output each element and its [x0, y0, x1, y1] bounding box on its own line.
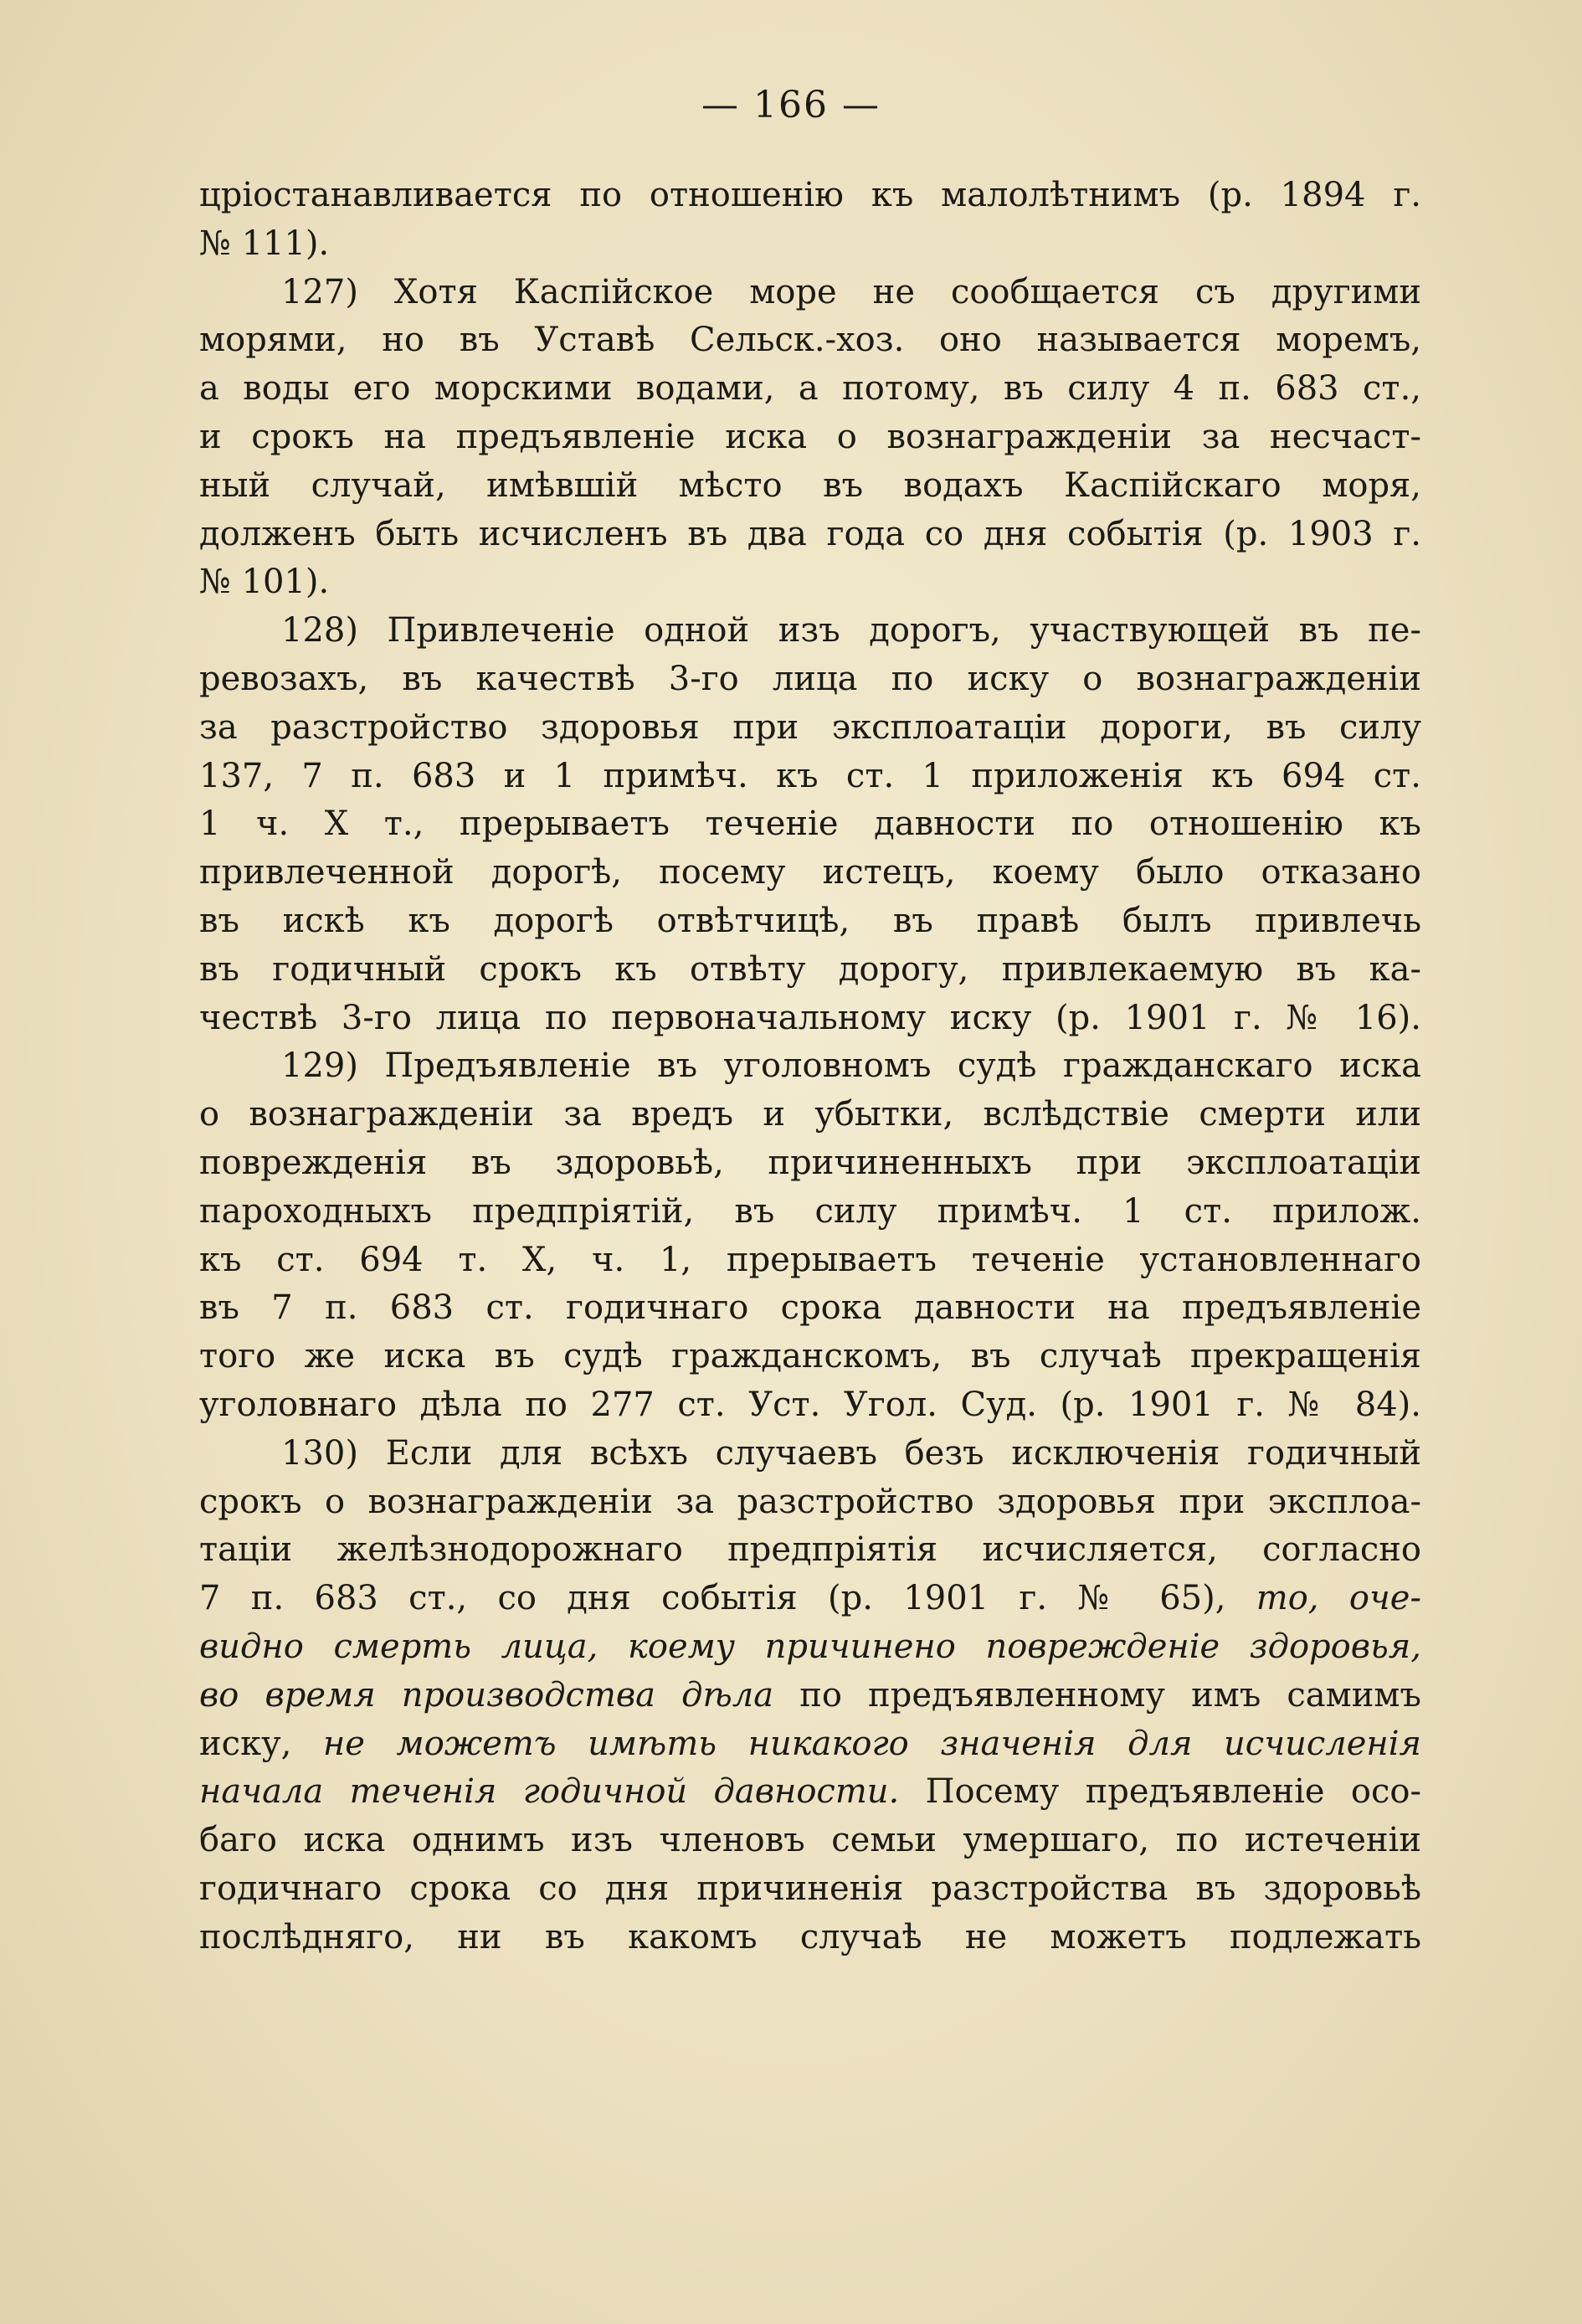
- text-run: и срокъ на предъявленіе иска о вознагражденіи за несчаст-: [199, 417, 1421, 456]
- text-run: въ искѣ къ дорогѣ отвѣтчицѣ, въ правѣ былъ привлечь: [199, 901, 1421, 940]
- text-run: о вознагражденіи за вредъ и убытки, вслѣдствіе смерти или: [199, 1095, 1421, 1134]
- text-run: 127) Хотя Каспійское море не сообщается съ другими: [281, 272, 1421, 311]
- text-run: въ годичный срокъ къ отвѣту дорогу, привлекаемую въ ка-: [199, 949, 1421, 989]
- page-number: — 166 —: [701, 84, 881, 126]
- text-line: [199, 995, 1421, 1043]
- italic-text-run: видно смерть лица, коему причинено поврежденіе здоровья,: [199, 1627, 1421, 1666]
- text-line: [199, 365, 1421, 414]
- text-run: таціи желѣзнодорожнаго предпріятія исчисляется, согласно: [199, 1530, 1421, 1570]
- text-run: № 111).: [199, 224, 330, 263]
- text-line: [199, 800, 1421, 849]
- text-run: долженъ быть исчисленъ въ два года со дня событія (р. 1903 г.: [199, 514, 1421, 553]
- text-line: [199, 511, 1421, 559]
- text-line: [199, 1817, 1421, 1865]
- text-run: за разстройство здоровья при эксплоатаціи дороги, въ силу: [199, 707, 1421, 747]
- text-line: [199, 1188, 1421, 1237]
- text-run: Посему предъявленіе осо-: [899, 1772, 1422, 1812]
- text-run: 1 ч. X т., прерываетъ теченіе давности по отношенію къ: [199, 805, 1421, 844]
- italic-text-run: то, оче-: [1256, 1579, 1421, 1618]
- text-run: чествѣ 3-го лица по первоначальному иску (р. 1901 г. № 16).: [199, 998, 1421, 1037]
- italic-text-run: во время производства дѣла: [199, 1675, 774, 1715]
- text-run: 137, 7 п. 683 и 1 примѣч. къ ст. 1 приложенія къ 694 ст.: [199, 756, 1421, 795]
- text-line: [199, 656, 1421, 704]
- text-line: [199, 269, 1421, 317]
- text-run: въ 7 п. 683 ст. годичнаго срока давности на предъявленіе: [199, 1288, 1421, 1328]
- text-line: [199, 558, 1421, 607]
- text-run: 129) Предъявленіе въ уголовномъ судѣ гражданскаго иска: [281, 1046, 1421, 1086]
- text-run: 130) Если для всѣхъ случаевъ безъ исключенія годичный: [281, 1433, 1421, 1473]
- text-run: уголовнаго дѣла по 277 ст. Уст. Угол. Суд. (р. 1901 г. № 84).: [199, 1385, 1421, 1424]
- text-run: а воды его морскими водами, а потому, въ силу 4 п. 683 ст.,: [199, 369, 1421, 409]
- text-line: [199, 1284, 1421, 1333]
- text-line: [199, 1430, 1421, 1478]
- text-line: [199, 414, 1421, 462]
- text-run: 7 п. 683 ст., со дня событія (р. 1901 г. № 65),: [199, 1579, 1256, 1618]
- text-line: [199, 1091, 1421, 1139]
- text-run: иску,: [199, 1724, 323, 1763]
- text-run: привлеченной дорогѣ, посему истецъ, коему было отказано: [199, 853, 1421, 892]
- text-run: ревозахъ, въ качествѣ 3-го лица по иску о вознагражденіи: [199, 659, 1421, 698]
- text-line: [199, 316, 1421, 365]
- text-line: [199, 1768, 1421, 1817]
- text-run: срокъ о вознагражденіи за разстройство здоровья при эксплоа-: [199, 1482, 1421, 1521]
- text-run: того же иска въ судѣ гражданскомъ, въ случаѣ прекращенія: [199, 1337, 1421, 1376]
- text-run: цріостанавливается по отношенію къ малолѣтнимъ (р. 1894 г.: [199, 176, 1421, 214]
- text-line: [199, 1623, 1421, 1672]
- text-line: [199, 1672, 1421, 1720]
- text-line: [199, 1914, 1421, 1962]
- italic-text-run: начала теченія годичной давности.: [199, 1772, 900, 1812]
- text-line: [199, 1865, 1421, 1914]
- text-line: [199, 1139, 1421, 1188]
- text-line: [199, 1381, 1421, 1430]
- text-run: ный случай, имѣвшій мѣсто въ водахъ Каспійскаго моря,: [199, 465, 1421, 505]
- text-run: 128) Привлеченіе одной изъ дорогъ, участвующей въ пе-: [281, 611, 1421, 650]
- text-line: [199, 1526, 1421, 1575]
- text-line: [199, 607, 1421, 656]
- text-line: [199, 704, 1421, 753]
- text-line: [199, 849, 1421, 897]
- text-line: [199, 1575, 1421, 1623]
- text-line: [199, 1478, 1421, 1527]
- text-run: по предъявленному имъ самимъ: [773, 1675, 1421, 1715]
- text-line: [199, 1042, 1421, 1091]
- text-line: [199, 1333, 1421, 1381]
- text-run: послѣдняго, ни въ какомъ случаѣ не можетъ подлежать: [199, 1917, 1421, 1956]
- text-run: баго иска однимъ изъ членовъ семьи умершаго, по истеченіи: [199, 1821, 1421, 1860]
- text-line: [199, 1720, 1421, 1769]
- text-run: морями, но въ Уставѣ Сельск.-хоз. оно называется моремъ,: [199, 321, 1421, 360]
- text-run: годичнаго срока со дня причиненія разстройства въ здоровьѣ: [199, 1869, 1421, 1908]
- text-run: поврежденія въ здоровьѣ, причиненныхъ при эксплоатаціи: [199, 1143, 1421, 1182]
- text-line: [199, 1237, 1421, 1285]
- text-line: [199, 946, 1421, 995]
- text-run: пароходныхъ предпріятій, въ силу примѣч. 1 ст. прилож.: [199, 1191, 1421, 1231]
- italic-text-run: не можетъ имѣть никакого значенія для исчисленія: [322, 1724, 1422, 1763]
- text-run: № 101).: [199, 563, 330, 602]
- text-line: [199, 753, 1421, 801]
- body-text: [199, 172, 1421, 1962]
- text-run: къ ст. 694 т. X, ч. 1, прерываетъ теченіе установленнаго: [199, 1240, 1421, 1279]
- text-line: [199, 220, 1421, 269]
- text-line: [199, 172, 1421, 220]
- text-line: [199, 897, 1421, 946]
- text-line: [199, 462, 1421, 511]
